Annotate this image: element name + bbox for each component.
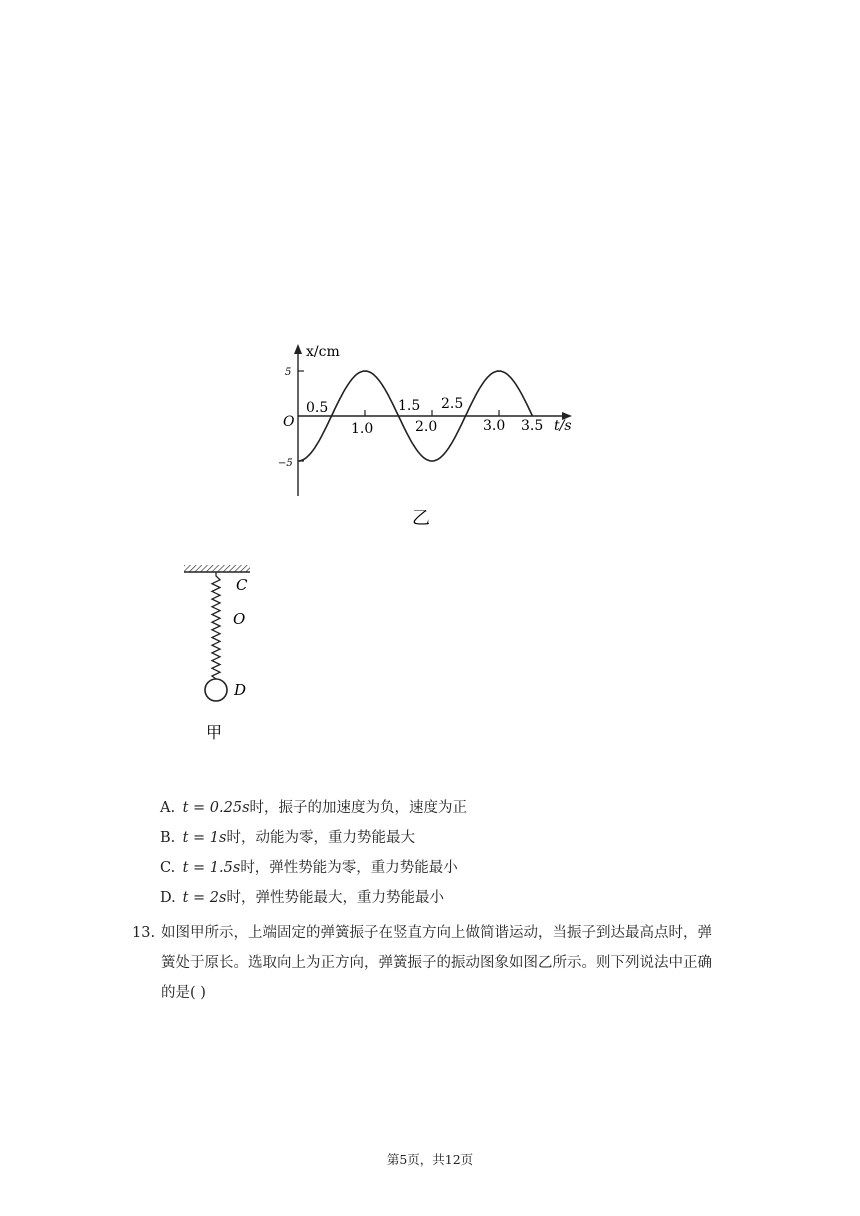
- page-footer: 第5页，共12页: [386, 1152, 474, 1167]
- spring-figure: [178, 560, 278, 750]
- question-line-2: 簧处于原长。选取向上为正方向，弹簧振子的振动图象如图乙所示。则下列说法中正确: [161, 955, 712, 971]
- tick-label-1-5: 1.5: [398, 398, 421, 414]
- option-c: C. t = 1.5s时，弹性势能为零，重力势能最小: [160, 860, 458, 876]
- tick-label-3-5: 3.5: [521, 418, 544, 434]
- oscillator-ball: [205, 679, 227, 701]
- tick-label-2-0: 2.0: [415, 419, 438, 435]
- origin-label: O: [283, 414, 295, 430]
- tick-label-2-5: 2.5: [441, 396, 464, 412]
- y-axis-label: x/cm: [306, 344, 340, 360]
- y-tick-label-neg: −5: [278, 458, 293, 469]
- label-o: O: [233, 610, 246, 628]
- x-axis-label: t/s: [554, 418, 572, 434]
- graph-caption: 乙: [412, 508, 430, 529]
- question-number: 13.: [132, 925, 156, 941]
- option-a: A. t = 0.25s时，振子的加速度为负，速度为正: [160, 800, 468, 816]
- label-d: D: [234, 681, 247, 699]
- ceiling-hatch: [184, 565, 250, 572]
- option-b: B. t = 1s时，动能为零，重力势能最大: [160, 830, 415, 846]
- vibration-graph: [270, 336, 590, 536]
- spring-coil: [212, 572, 220, 679]
- option-d: D. t = 2s时，弹性势能最大，重力势能最小: [160, 890, 444, 906]
- tick-label-0-5: 0.5: [306, 400, 329, 416]
- label-c: C: [236, 576, 248, 594]
- tick-label-1-0: 1.0: [351, 421, 374, 437]
- tick-label-3-0: 3.0: [483, 418, 506, 434]
- question-13: [132, 918, 732, 1008]
- question-line-3: 的是( ): [161, 985, 206, 1001]
- question-line-1: 如图甲所示，上端固定的弹簧振子在竖直方向上做简谐运动，当振子到达最高点时，弹: [161, 925, 712, 941]
- y-axis-arrow: [294, 344, 302, 354]
- spring-caption: 甲: [206, 723, 223, 742]
- y-tick-label-pos: 5: [285, 367, 292, 378]
